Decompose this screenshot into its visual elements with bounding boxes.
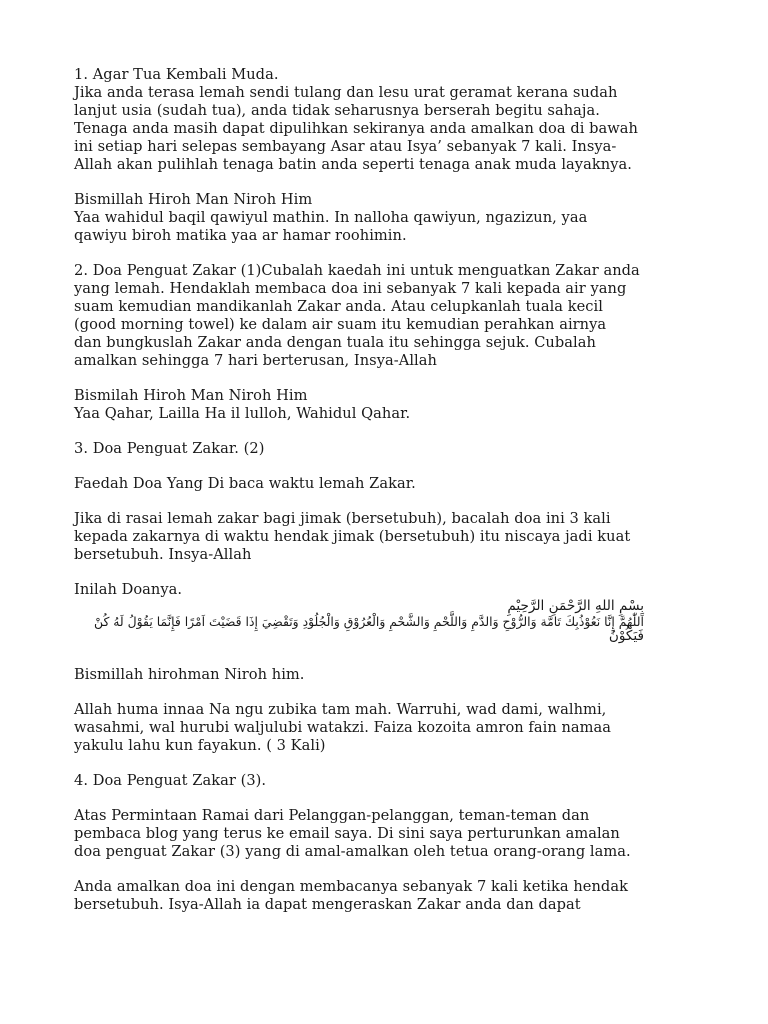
text-line: lanjut usia (sudah tua), anda tidak seharusnya berserah begitu sahaja. [74,102,600,119]
text-line: kepada zakarnya di waktu hendak jimak (bersetubuh) itu niscaya jadi kuat [74,528,631,545]
text-line: Jika di rasai lemah zakar bagi jimak (bersetubuh), bacalah doa ini 3 kali [74,510,611,527]
section-3-faedah [74,475,694,493]
doa-title: Bismillah Hiroh Man Niroh Him [74,191,313,208]
section-3-transliteration-title [74,666,694,684]
section-4-heading: 4. Doa Penguat Zakar (3). [74,772,267,789]
text-line: 2. Doa Penguat Zakar (1)Cubalah kaedah ini untuk menguatkan Zakar anda [74,262,640,279]
section-3-body [74,510,694,564]
section-3-heading-block [74,440,694,458]
section-1-doa [74,191,694,245]
transliteration-title: Bismillah hirohman Niroh him. [74,666,305,683]
section-1 [74,66,694,174]
text-line: ini setiap hari selepas sembayang Asar atau Isya’ sebanyak 7 kali. Insya- [74,138,617,155]
section-4-heading-block [74,772,694,790]
arabic-doa [74,599,644,644]
text-line: amalkan sehingga 7 hari berterusan, Insya-Allah [74,352,437,369]
section-2-doa [74,387,694,423]
section-4-body-2 [74,878,694,914]
doa-title: Bismilah Hiroh Man Niroh Him [74,387,308,404]
text-line: bersetubuh. Isya-Allah ia dapat mengeraskan Zakar anda dan dapat [74,896,581,913]
section-3-doa-block [74,581,694,644]
text-line: (good morning towel) ke dalam air suam itu kemudian perahkan airnya [74,316,607,333]
arabic-line: بِسْمِ اللهِ الرَّحْمَنِ الرَّحِيْمِ [507,598,644,614]
text-line: suam kemudian mandikanlah Zakar anda. Atau celupkanlah tuala kecil [74,298,603,315]
text-line: qawiyu biroh matika yaa ar hamar roohimin. [74,227,407,244]
text-line: doa penguat Zakar (3) yang di amal-amalkan oleh tetua orang-orang lama. [74,843,631,860]
text-line: Atas Permintaan Ramai dari Pelanggan-pelanggan, teman-teman dan [74,807,590,824]
text-line: yakulu lahu kun fayakun. ( 3 Kali) [74,737,326,754]
faedah-text: Faedah Doa Yang Di baca waktu lemah Zakar. [74,475,416,492]
text-line: wasahmi, wal hurubi waljulubi watakzi. Faiza kozoita amron fain namaa [74,719,612,736]
document-page [74,66,694,931]
arabic-line: اَللّٰهُمَّ إِنَّا نَعُوْذُبِكَ تَامَّة وَالرُّوْحِ وَالدَّمِ وَاللَّحْمِ وَالشَّحْمِ وَالْعُرُوْقِ وَالْجُلُوْدِ وَتَقْضِيَ إِذَا قَضَيْتَ اَمْرًا فَإِنَّمَا يَقُوْلُ لَهُ كُنْ [94,614,644,629]
text-line: Tenaga anda masih dapat dipulihkan sekiranya anda amalkan doa di bawah [74,120,639,137]
section-2 [74,262,694,370]
text-line: Yaa Qahar, Lailla Ha il lulloh, Wahidul Qahar. [74,405,411,422]
text-line: Allah huma innaa Na ngu zubika tam mah. Warruhi, wad dami, walhmi, [74,701,607,718]
section-1-heading: 1. Agar Tua Kembali Muda. [74,66,279,83]
text-line: dan bungkuslah Zakar anda dengan tuala itu sehingga sejuk. Cubalah [74,334,596,351]
doa-label: Inilah Doanya. [74,581,183,598]
section-3-heading: 3. Doa Penguat Zakar. (2) [74,440,265,457]
text-line: Allah akan pulihlah tenaga batin anda seperti tenaga anak muda layaknya. [74,156,632,173]
text-line: Anda amalkan doa ini dengan membacanya sebanyak 7 kali ketika hendak [74,878,628,895]
section-3-transliteration [74,701,694,755]
text-line: bersetubuh. Insya-Allah [74,546,252,563]
section-4-body-1 [74,807,694,861]
text-line: yang lemah. Hendaklah membaca doa ini sebanyak 7 kali kepada air yang [74,280,627,297]
text-line: Jika anda terasa lemah sendi tulang dan lesu urat geramat kerana sudah [74,84,618,101]
text-line: Yaa wahidul baqil qawiyul mathin. In nalloha qawiyun, ngazizun, yaa [74,209,588,226]
arabic-line: فَيَكُوْنُ [608,628,644,644]
text-line: pembaca blog yang terus ke email saya. Di sini saya perturunkan amalan [74,825,620,842]
